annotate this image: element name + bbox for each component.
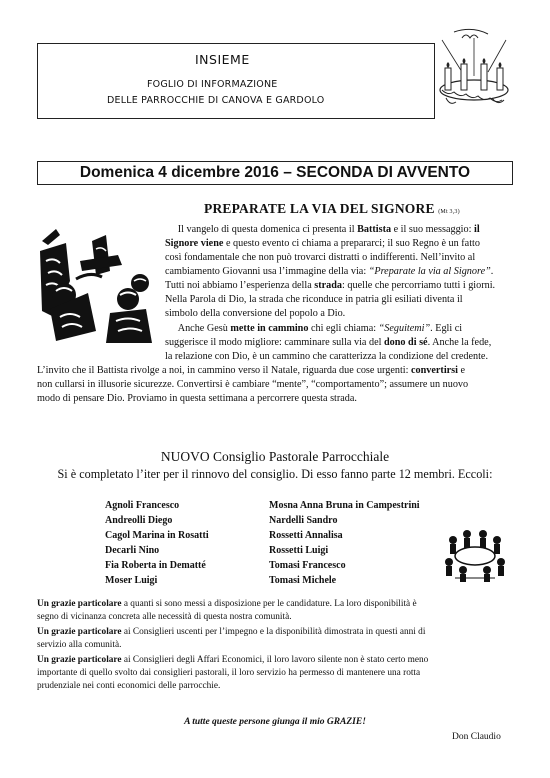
member-name: Tomasi Michele bbox=[269, 575, 337, 586]
thanks3-line3: prudenziale nei conti economici delle parrocchie. bbox=[37, 681, 221, 691]
newsletter-title: INSIEME bbox=[195, 52, 250, 67]
member-name: Agnoli Francesco bbox=[105, 500, 180, 511]
paragraph2-line2: suggerisce il modo migliore: camminare sulla via del dono di sé. Anche la fede, bbox=[165, 337, 492, 348]
header-box bbox=[37, 43, 435, 119]
paragraph2-line5: non cullarsi in illusorie sicurezze. Convertirsi è cambiare “mente”, “comportamento”; assumere un nuovo bbox=[37, 379, 469, 390]
advent-wreath-illustration bbox=[432, 28, 516, 124]
member-name: Mosna Anna Bruna in Campestrini bbox=[269, 500, 420, 511]
member-name: Andreolli Diego bbox=[105, 515, 173, 526]
signature: Don Claudio bbox=[452, 732, 501, 742]
paragraph2-line1: Anche Gesù mette in cammino chi egli chiama: “Seguitemi”. Egli ci bbox=[177, 323, 463, 334]
bible-reference: (Mt 3,3) bbox=[438, 209, 460, 215]
section2-subtitle: Si è completato l’iter per il rinnovo del consiglio. Di esso fanno parte 12 membri. Eccoli: bbox=[57, 467, 493, 481]
paragraph2-line6: modo di pensare Dio. Proviamo in questa settimana a percorrere questa strada. bbox=[37, 393, 357, 404]
paragraph1-line3: così fondamentale che non può trovarci distratti o indifferenti. Nell’invito al bbox=[165, 252, 476, 263]
paragraph1-line6: Nella Parola di Dio, la strada che riconduce in patria gli esiliati diventa il bbox=[165, 294, 463, 305]
john-baptist-woodcut-illustration bbox=[36, 221, 160, 345]
member-name: Tomasi Francesco bbox=[269, 560, 346, 571]
member-name: Cagol Marina in Rosatti bbox=[105, 530, 209, 541]
paragraph1-line4: cambiamento Giovanni usa l’immagine della via: “Preparate la via al Signore”. bbox=[165, 266, 494, 277]
paragraph2-line3: la relazione con Dio, è un cammino che caratterizza la condizione del credente. bbox=[165, 351, 489, 362]
council-meeting-icon bbox=[441, 522, 509, 582]
council-members-column1 bbox=[105, 498, 209, 588]
paragraph2-line4: L’invito che il Battista rivolge a noi, in cammino verso il Natale, riguarda due cose urgenti: convertirsi e bbox=[37, 365, 466, 376]
council-members-column2 bbox=[269, 498, 420, 588]
thanks3-line2: importante di quello svolto dai consiglieri pastorali, il loro servizio ha permesso di mantenere una rotta bbox=[37, 668, 421, 678]
paragraph1-line5: Tutti noi abbiamo l’esperienza della strada: quelle che percorriamo tutti i giorni. bbox=[165, 280, 496, 291]
section1-title-text: PREPARATE LA VIA DEL SIGNORE bbox=[204, 201, 435, 216]
paragraph1-line7: simbolo della conversione del popolo a Dio. bbox=[165, 308, 346, 319]
closing-line: A tutte queste persone giunga il mio GRAZIE! bbox=[184, 717, 366, 727]
member-name: Decarli Nino bbox=[105, 545, 160, 556]
date-banner bbox=[37, 161, 513, 185]
section1-title bbox=[204, 201, 460, 217]
thanks2-line1: Un grazie particolare ai Consiglieri uscenti per l’impegno e la disponibilità dimostrata in questi anni di bbox=[37, 627, 426, 637]
paragraph1-line1: Il vangelo di questa domenica ci presenta il Battista e il suo messaggio: il bbox=[177, 224, 480, 235]
thanks3-line1: Un grazie particolare ai Consiglieri degli Affari Economici, il loro lavoro silente non è stato certo meno bbox=[37, 655, 429, 665]
member-name: Nardelli Sandro bbox=[269, 515, 338, 526]
thanks2-line2: servizio alla comunità. bbox=[37, 640, 122, 650]
thanks1-line1: Un grazie particolare a quanti si sono messi a disposizione per le candidature. La loro disponibilità è bbox=[37, 599, 417, 609]
section2-title: NUOVO Consiglio Pastorale Parrocchiale bbox=[160, 449, 390, 464]
paragraph1-line2: Signore viene e questo evento ci chiama a prepararci; il suo Regno è un fatto bbox=[165, 238, 480, 249]
newsletter-subtitle-line2: DELLE PARROCCHIE DI CANOVA E GARDOLO bbox=[107, 95, 325, 106]
thanks1-line2: segno di vicinanza concreta alle necessità di questa nostra comunità. bbox=[37, 612, 292, 622]
newsletter-subtitle-line1: FOGLIO DI INFORMAZIONE bbox=[147, 79, 278, 90]
member-name: Moser Luigi bbox=[105, 575, 158, 586]
member-name: Rossetti Annalisa bbox=[269, 530, 343, 541]
date-banner-text: Domenica 4 dicembre 2016 – SECONDA DI AVVENTO bbox=[79, 164, 471, 181]
member-name: Rossetti Luigi bbox=[269, 545, 329, 556]
member-name: Fia Roberta in Dematté bbox=[105, 560, 206, 571]
